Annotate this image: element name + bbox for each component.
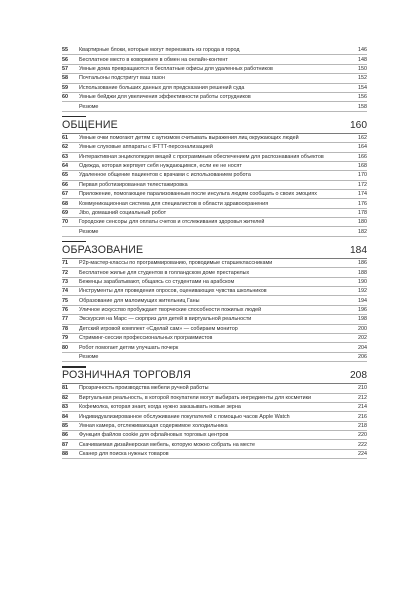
section-page-number: 208 xyxy=(350,370,367,382)
entry-title: Интерактивная энциклопедия вещей с программным обеспечением для распознавания объектов xyxy=(79,153,324,160)
entry-title: Детский игровой комплект «Сделай сам» — собираем монитор xyxy=(79,325,238,332)
entry-page-number: 202 xyxy=(358,335,367,342)
entry-page-number: 220 xyxy=(358,432,367,439)
section-heading xyxy=(62,244,367,259)
entry-title: Умные дома превращаются в бесплатные офисы для удаленных работников xyxy=(79,66,273,73)
entry-title: Кофемолка, которая знает, когда нужно заказывать новые зерна xyxy=(79,404,241,411)
entry-number: 57 xyxy=(62,66,68,73)
toc-entry-row xyxy=(62,55,367,64)
toc-entry-row xyxy=(62,268,367,277)
section-title: ОБЩЕНИЕ xyxy=(62,118,118,131)
entry-title: P2p-мастер-классы по программированию, проводимые старшеклассниками xyxy=(79,260,273,267)
entry-page-number: 192 xyxy=(358,288,367,295)
entry-number: 83 xyxy=(62,404,68,411)
entry-title: Экскурсия на Марс — сюрприз для детей в виртуальной реальности xyxy=(79,316,252,323)
table-of-contents xyxy=(62,46,367,459)
entry-page-number: 158 xyxy=(358,103,367,110)
toc-entry-row xyxy=(62,218,367,227)
entry-page-number: 222 xyxy=(358,441,367,448)
entry-page-number: 200 xyxy=(358,325,367,332)
entry-number: 60 xyxy=(62,94,68,101)
entry-number: 81 xyxy=(62,385,68,392)
toc-entry-row xyxy=(62,296,367,305)
entry-title: Бесплатное место в коворкинге в обмен на онлайн-контент xyxy=(79,56,228,63)
entry-number: 79 xyxy=(62,335,68,342)
toc-entry-row xyxy=(62,403,367,412)
entry-number: 84 xyxy=(62,413,68,420)
entry-title: Умные бейджи для увеличения эффективности работы сотрудников xyxy=(79,94,251,101)
entry-title: Удаленное общение пациентов с врачами с использованием робота xyxy=(79,172,251,179)
toc-entry-row xyxy=(62,325,367,334)
entry-title: Одежда, которая жертвует себя нуждающимся, если ее не носят xyxy=(79,163,242,170)
entry-number: 67 xyxy=(62,191,68,198)
toc-entry-row xyxy=(62,46,367,55)
entry-number: 63 xyxy=(62,153,68,160)
entry-page-number: 180 xyxy=(358,219,367,226)
entry-page-number: 206 xyxy=(358,354,367,361)
toc-entry-row xyxy=(62,315,367,324)
toc-entry-row xyxy=(62,278,367,287)
entry-page-number: 212 xyxy=(358,394,367,401)
entry-title: Коммуникационная система для специалистов в области здравоохранения xyxy=(79,200,269,207)
entry-page-number: 210 xyxy=(358,385,367,392)
toc-entry-row xyxy=(62,143,367,152)
entry-title: Инструменты для проведения опросов, оценивающих чувства школьников xyxy=(79,288,267,295)
toc-entry-row xyxy=(62,171,367,180)
entry-page-number: 166 xyxy=(358,153,367,160)
toc-entry-row xyxy=(62,134,367,143)
entry-number: 66 xyxy=(62,181,68,188)
entry-title: Уличное искусство пробуждает творческие способности пожилых людей xyxy=(79,307,262,314)
entry-number: 62 xyxy=(62,144,68,151)
entry-page-number: 188 xyxy=(358,269,367,276)
entry-number: 88 xyxy=(62,451,68,458)
entry-page-number: 224 xyxy=(358,451,367,458)
entry-number: 77 xyxy=(62,316,68,323)
toc-entry-row xyxy=(62,74,367,83)
entry-title: Резюме xyxy=(79,354,99,361)
section-page-number: 184 xyxy=(350,244,367,256)
entry-title: Бесплатное жилье для студентов в голландском доме престарелых xyxy=(79,269,250,276)
toc-summary-row xyxy=(62,353,367,362)
toc-entry-row xyxy=(62,343,367,352)
entry-page-number: 176 xyxy=(358,200,367,207)
entry-page-number: 182 xyxy=(358,228,367,235)
toc-summary-row xyxy=(62,227,367,236)
entry-page-number: 154 xyxy=(358,84,367,91)
entry-page-number: 170 xyxy=(358,172,367,179)
entry-page-number: 214 xyxy=(358,404,367,411)
entry-page-number: 162 xyxy=(358,135,367,142)
entry-title: Скачиваемая дизайнерская мебель, которую можно собрать на месте xyxy=(79,441,255,448)
entry-page-number: 150 xyxy=(358,66,367,73)
toc-entry-row xyxy=(62,162,367,171)
toc-entry-row xyxy=(62,287,367,296)
entry-page-number: 156 xyxy=(358,94,367,101)
entry-number: 80 xyxy=(62,344,68,351)
entry-page-number: 196 xyxy=(358,307,367,314)
entry-title: Умная камера, отслеживающая содержимое холодильника xyxy=(79,422,228,429)
entry-page-number: 216 xyxy=(358,413,367,420)
entry-number: 75 xyxy=(62,297,68,304)
entry-number: 69 xyxy=(62,209,68,216)
entry-number: 55 xyxy=(62,47,68,54)
entry-title: Приложение, помогающее парализованным после инсульта людям сообщать о своих эмоциях xyxy=(79,191,317,198)
entry-number: 65 xyxy=(62,172,68,179)
entry-title: Беженцы зарабатывают, общаясь со студентами на арабском xyxy=(79,278,235,285)
toc-entry-row xyxy=(62,93,367,102)
entry-page-number: 190 xyxy=(358,278,367,285)
toc-entry-row xyxy=(62,450,367,459)
section-title: РОЗНИЧНАЯ ТОРГОВЛЯ xyxy=(62,369,191,382)
toc-summary-row xyxy=(62,102,367,111)
toc-entry-row xyxy=(62,65,367,74)
entry-title: Умные очки помогают детям с аутизмом считывать выражения лиц окружающих людей xyxy=(79,135,299,142)
entry-title: Робот помогает детям улучшать почерк xyxy=(79,344,179,351)
entry-title: Прозрачность производства мебели ручной работы xyxy=(79,385,209,392)
entry-number: 76 xyxy=(62,307,68,314)
entry-title: Городские сенсоры для оплаты счетов и отслеживания здоровья жителей xyxy=(79,219,265,226)
entry-number: 56 xyxy=(62,56,68,63)
entry-title: Умные слуховые аппараты с IFTTT-персонализацией xyxy=(79,144,213,151)
section-heading xyxy=(62,369,367,384)
entry-number: 64 xyxy=(62,163,68,170)
entry-number: 85 xyxy=(62,422,68,429)
entry-number: 74 xyxy=(62,288,68,295)
entry-title: Резюме xyxy=(79,228,99,235)
toc-entry-row xyxy=(62,422,367,431)
entry-page-number: 146 xyxy=(358,47,367,54)
entry-number: 72 xyxy=(62,269,68,276)
entry-title: Стриминг-сессии профессиональных программистов xyxy=(79,335,213,342)
toc-entry-row xyxy=(62,181,367,190)
entry-title: Резюме xyxy=(79,103,99,110)
toc-entry-row xyxy=(62,190,367,199)
entry-number: 58 xyxy=(62,75,68,82)
entry-number: 86 xyxy=(62,432,68,439)
entry-title: Квартирные блоки, которые могут переезжать из города в город xyxy=(79,47,240,54)
entry-number: 82 xyxy=(62,394,68,401)
entry-page-number: 218 xyxy=(358,422,367,429)
toc-entry-row xyxy=(62,440,367,449)
entry-number: 73 xyxy=(62,278,68,285)
entry-page-number: 164 xyxy=(358,144,367,151)
entry-title: Jibo, домашний социальный робот xyxy=(79,209,167,216)
entry-page-number: 186 xyxy=(358,260,367,267)
entry-page-number: 152 xyxy=(358,75,367,82)
entry-title: Индивидуализированное обслуживание покупателей с помощью часов Apple Watch xyxy=(79,413,290,420)
entry-number: 71 xyxy=(62,260,68,267)
toc-entry-row xyxy=(62,199,367,208)
entry-number: 87 xyxy=(62,441,68,448)
entry-title: Использование больших данных для предсказания решений суда xyxy=(79,84,245,91)
section-page-number: 160 xyxy=(350,119,367,131)
entry-page-number: 178 xyxy=(358,209,367,216)
entry-page-number: 172 xyxy=(358,181,367,188)
entry-title: Виртуальная реальность, в которой покупатели могут выбирать ингредиенты для косметики xyxy=(79,394,311,401)
toc-entry-row xyxy=(62,412,367,421)
entry-page-number: 148 xyxy=(358,56,367,63)
entry-number: 68 xyxy=(62,200,68,207)
entry-number: 61 xyxy=(62,135,68,142)
entry-page-number: 204 xyxy=(358,344,367,351)
entry-page-number: 194 xyxy=(358,297,367,304)
toc-entry-row xyxy=(62,84,367,93)
toc-entry-row xyxy=(62,259,367,268)
toc-entry-row xyxy=(62,209,367,218)
toc-entry-row xyxy=(62,431,367,440)
entry-title: Первая роботизированная телестажировка xyxy=(79,181,188,188)
entry-number: 59 xyxy=(62,84,68,91)
entry-title: Образование для малоимущих жительниц Ганы xyxy=(79,297,200,304)
section-title: ОБРАЗОВАНИЕ xyxy=(62,243,144,256)
entry-title: Функция файлов cookie для офлайновых торговых центров xyxy=(79,432,229,439)
toc-entry-row xyxy=(62,306,367,315)
entry-page-number: 174 xyxy=(358,191,367,198)
entry-page-number: 168 xyxy=(358,163,367,170)
toc-entry-row xyxy=(62,334,367,343)
entry-page-number: 198 xyxy=(358,316,367,323)
entry-title: Сканер для поиска нужных товаров xyxy=(79,451,169,458)
entry-title: Почтальоны подстригут ваш газон xyxy=(79,75,165,82)
entry-number: 78 xyxy=(62,325,68,332)
toc-entry-row xyxy=(62,153,367,162)
toc-entry-row xyxy=(62,394,367,403)
section-heading xyxy=(62,119,367,134)
toc-entry-row xyxy=(62,384,367,393)
entry-number: 70 xyxy=(62,219,68,226)
